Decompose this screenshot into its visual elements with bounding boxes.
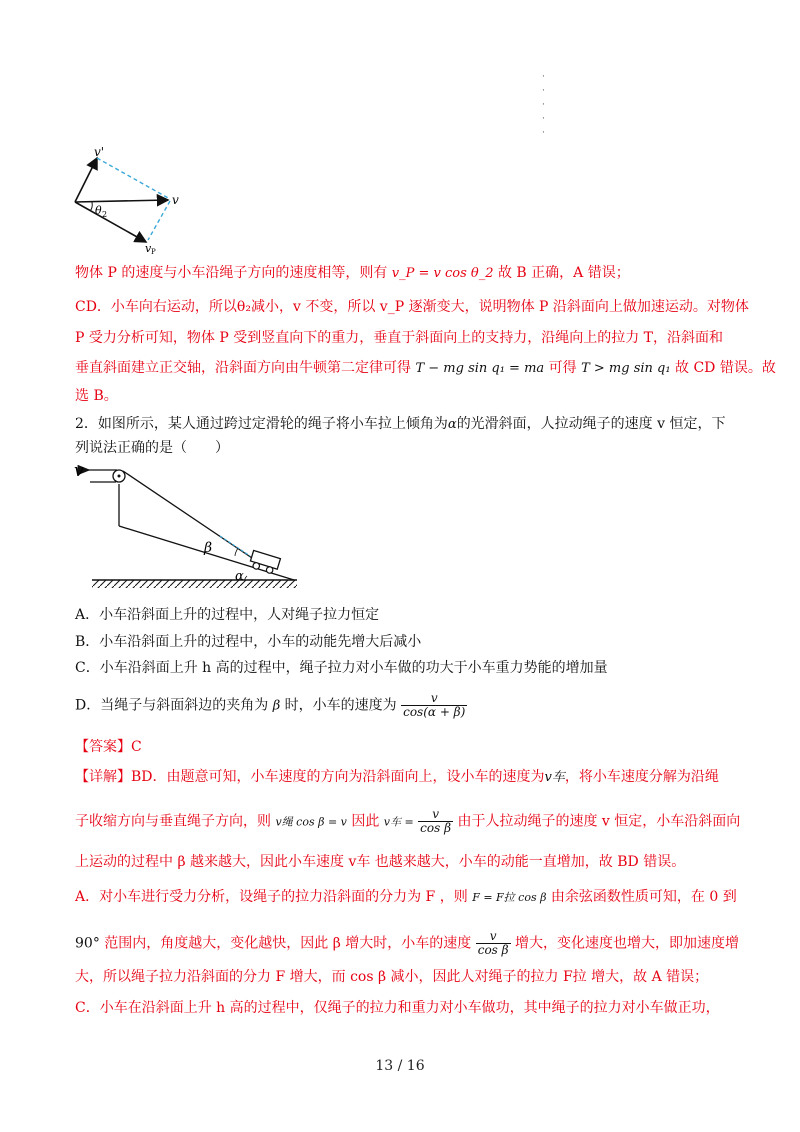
page-dots: · · · · · [542, 72, 545, 138]
explain-line-3: P 受力分析可知，物体 P 受到竖直向下的重力，垂直于斜面向上的支持力，沿绳向上的拉力 T，沿斜面和 [75, 330, 723, 346]
explain-line-2: CD．小车向右运动，所以θ₂减小，v 不变，所以 v_P 逐渐变大，说明物体 P 沿斜面向上做加速运动。对物体 [75, 299, 749, 315]
option-c: C．小车沿斜面上升 h 高的过程中，绳子拉力对小车做的功大于小车重力势能的增加量 [75, 660, 608, 676]
vector-v-prime [75, 158, 97, 202]
ground-hatch [92, 580, 297, 588]
fraction-cart-speed: $\frac{v}{\text{cos β}}$ [420, 807, 452, 835]
label-beta: β [204, 540, 213, 556]
dashed-line-bottom [148, 201, 170, 240]
label-theta-sub: 2 [102, 210, 108, 219]
math-newton: T − mg sin q₁ = ma [415, 361, 545, 376]
option-a: A．小车沿斜面上升的过程中，人对绳子拉力恒定 [75, 607, 380, 623]
label-v: v [74, 461, 84, 481]
detail-line-2: 子收缩方向与垂直绳子方向，则 v绳 cos β = v 因此 v车 = $\frac{v}{\text{cos β}}$ 由于人拉动绳子的速度 v 恒定，小车沿斜面向 [75, 807, 741, 835]
label-v-prime: v' [94, 145, 105, 159]
label-theta: θ [95, 204, 102, 217]
question-2-line-1: 2．如图所示，某人通过跨过定滑轮的绳子将小车拉上倾角为α的光滑斜面，人拉动绳子的速度 v 恒定，下 [75, 416, 726, 432]
vector-v [75, 200, 168, 202]
option-b: B．小车沿斜面上升的过程中，小车的动能先增大后减小 [75, 634, 422, 650]
explain-line-1: 物体 P 的速度与小车沿绳子方向的速度相等，则有 v_P = v cos θ_2 故 B 正确，A 错误； [75, 265, 630, 281]
dashed-line-top [97, 158, 170, 199]
explain-line-5: 选 B。 [75, 388, 118, 404]
detail-line-5: 90° 范围内，角度越大，变化越快，因此 β 增大时，小车的速度 $\frac{v}{\text{cos β}}$ 增大，变化速度也增大，即加速度增 [75, 929, 740, 957]
math-vp-eq: v_P = v cos θ_2 [391, 266, 494, 281]
explain-line-4: 垂直斜面建立正交轴，沿斜面方向由牛顿第二定律可得 T − mg sin q₁ = ma 可得 T > mg sin q₁ 故 CD 错误。故 [75, 360, 776, 376]
detail-line-1: 【详解】BD．由题意可知，小车速度的方向为沿斜面向上，设小车的速度为v车，将小车速度分解为沿绳 [75, 769, 719, 785]
incline-diagram [72, 460, 312, 595]
fraction-speed-2: $\frac{v}{\text{cos β}}$ [477, 929, 509, 957]
label-vp-sub: P [151, 248, 156, 255]
fraction-speed: $\frac{v}{\cos(\alpha + \beta)}$ [403, 691, 466, 719]
detail-line-7: C．小车在沿斜面上升 h 高的过程中，仅绳子的拉力和重力对小车做功，其中绳子的拉力对小车做正功， [75, 1000, 720, 1016]
math-inequality: T > mg sin q₁ [581, 361, 671, 376]
answer: 【答案】C [75, 739, 142, 755]
detail-line-6: 大，所以绳子拉力沿斜面的分力 F 增大，而 cos β 减小，因此人对绳子的拉力 F拉 增大，故 A 错误； [75, 969, 709, 985]
angle-arc [90, 202, 92, 211]
option-d: D．当绳子与斜面斜边的夹角为 β 时，小车的速度为 $\frac{v}{\cos(\alpha + \beta)}$ [75, 691, 466, 719]
label-v: v [172, 193, 179, 207]
velocity-diagram [70, 140, 200, 255]
page-number: 13 / 16 [375, 1058, 425, 1074]
label-alpha: α [235, 569, 244, 584]
question-2-line-2: 列说法正确的是（ ） [75, 440, 229, 456]
label-vp: v [145, 242, 152, 255]
detail-line-4: A．对小车进行受力分析，设绳子的拉力沿斜面的分力为 F ，则 F = F拉 cos β 由余弦函数性质可知，在 0 到 [75, 889, 737, 905]
vector-vp [75, 202, 146, 242]
detail-line-3: 上运动的过程中 β 越来越大，因此小车速度 v车 也越来越大，小车的动能一直增加，故 BD 错误。 [75, 854, 686, 870]
